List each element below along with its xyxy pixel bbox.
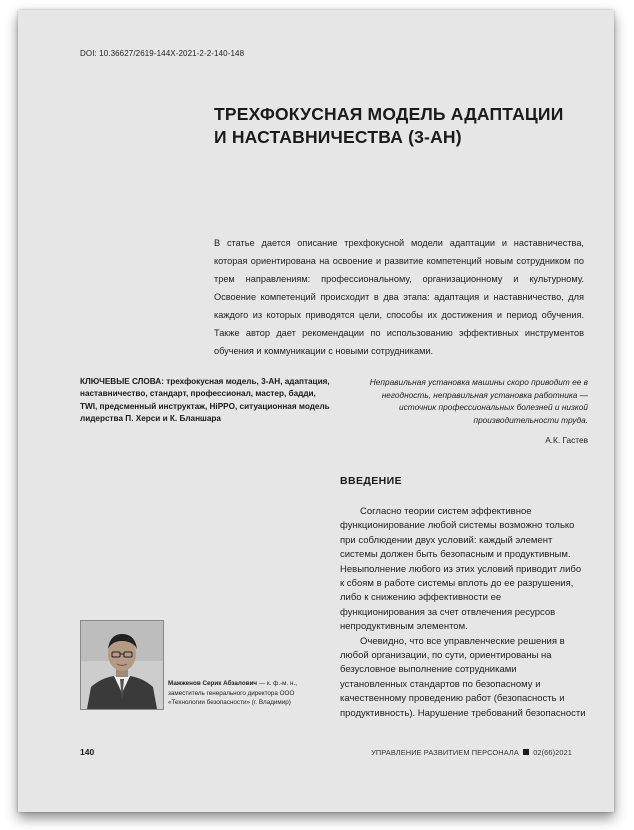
article-title: [214, 103, 574, 149]
author-portrait-image: [81, 621, 163, 709]
author-name: Мажженов Серик Абзалович: [168, 680, 258, 687]
journal-page: [18, 10, 614, 812]
title-line-2: И НАСТАВНИЧЕСТВА (3-АН): [214, 127, 462, 147]
abstract: В статье дается описание трехфокусной модели адаптации и наставничества, которая ориентирована на освоение и развитие компетенций новым сотрудником по трем направлениям: профессиональному, организационному и культурному. Освоение компетенций происходит в два этапа: адаптация и наставничество, для каждого из которых приводятся цели, способы их достижения и период обучения. Также автор дает рекомендации по использованию эффективных инструментов обучения и коммуникации с новыми сотрудниками.: [214, 238, 584, 356]
doi-line: DOI: 10.36627/2619-144X-2021-2-2-140-148: [80, 49, 245, 58]
epigraph-text: Неправильная установка машины скоро приводит ее в негодность, неправильная установка работника — источник профессиональных болезней и низкой производительности труда.: [369, 377, 588, 425]
section-body: [340, 505, 586, 721]
title-line-1: ТРЕХФОКУСНАЯ МОДЕЛЬ АДАПТАЦИИ: [214, 104, 564, 124]
keywords: КЛЮЧЕВЫЕ СЛОВА: трехфокусная модель, 3-АН, адаптация, наставничество, стандарт, профессионал, мастер, бадди, TWI, предсменный инструктаж, HiPPO, ситуационная модель лидерства П. Херси и К. Бланшара: [80, 377, 330, 423]
journal-footer: [371, 748, 572, 757]
paragraph: Очевидно, что все управленческие решения в любой организации, по сути, ориентированы на безусловное выполнение сотрудниками установленных стандартов по безопасному и качественному проведению работ (безопасность и продуктивность). Нарушение требований безопасности: [340, 635, 586, 719]
page-number: 140: [80, 747, 95, 757]
section-heading: ВВЕДЕНИЕ: [340, 475, 402, 487]
journal-name: УПРАВЛЕНИЕ РАЗВИТИЕМ ПЕРСОНАЛА: [371, 748, 519, 757]
epigraph-author: А.К. Гастев: [545, 435, 588, 445]
author-photo: [80, 620, 164, 710]
author-caption: [168, 679, 323, 708]
paragraph: Согласно теории систем эффективное функционирование любой системы возможно только при соблюдении двух условий: каждый элемент системы должен быть безопасным и продуктивным. Невыполнение любого из этих условий приводит либо к сбоям в работе системы вплоть до ее разрушения, либо к снижению эффективности ее функционирования за счет отвлечения ресурсов непродуктивным элементом.: [340, 506, 582, 633]
author-details: — к. ф.-м. н., заместитель генерального директора ООО «Технологии безопасности» (г. Владимир): [168, 680, 297, 706]
journal-issue: 02(66)2021: [533, 748, 572, 757]
square-separator-icon: [523, 749, 529, 755]
